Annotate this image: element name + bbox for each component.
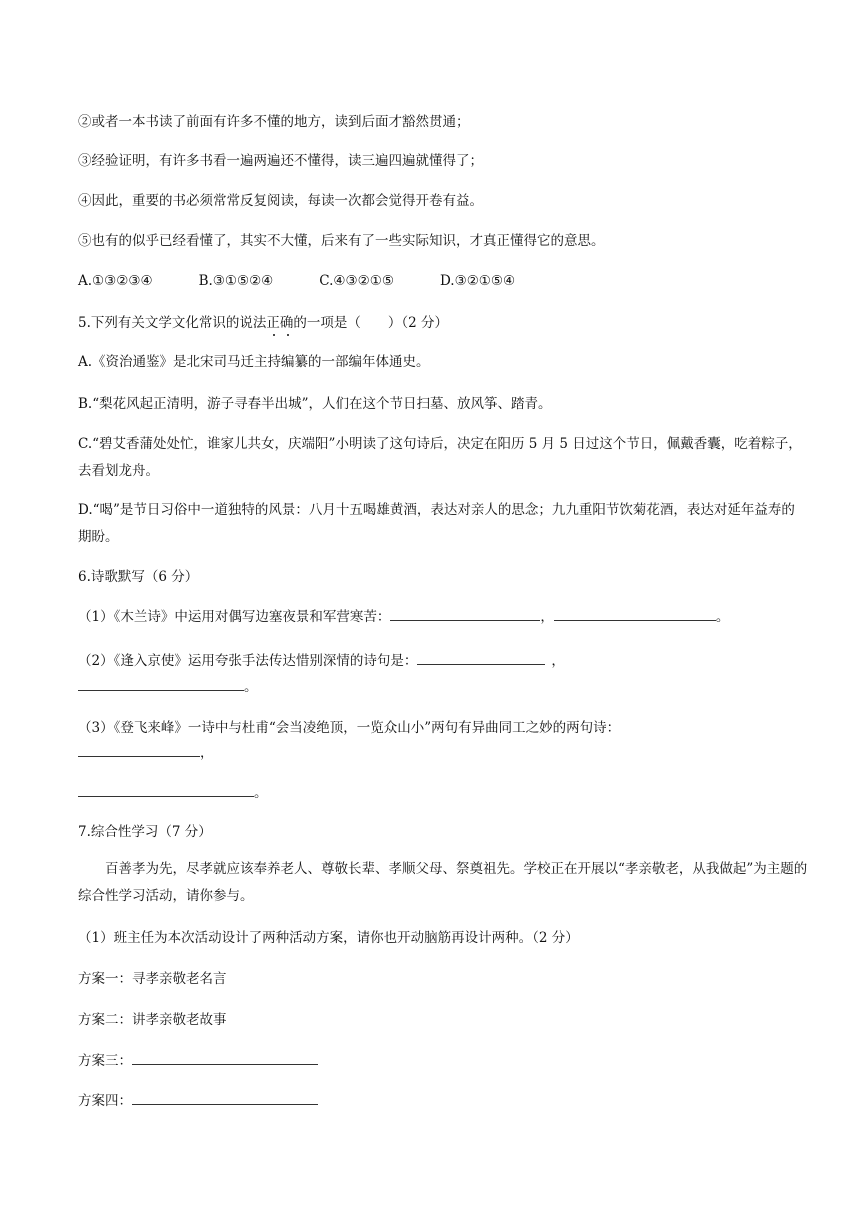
q6-part-1-blank-2[interactable] bbox=[554, 606, 716, 621]
q6-part-3-blank-1[interactable] bbox=[78, 742, 200, 757]
q4-item-5: ⑤也有的似乎已经看懂了，其实不大懂，后来有了一些实际知识，才真正懂得它的意思。 bbox=[78, 233, 605, 249]
q5-stem-emphasis-2: 确 bbox=[279, 315, 294, 331]
q5-option-a: A.《资治通鉴》是北宋司马迁主持编纂的一部编年体通史。 bbox=[78, 354, 430, 370]
q7-plan-3-label: 方案三： bbox=[78, 1053, 132, 1069]
q4-option-d: D.③②①⑤④ bbox=[439, 273, 516, 289]
q7-plan-2: 方案二：讲孝亲敬老故事 bbox=[78, 1012, 227, 1028]
q7-plan-4 bbox=[78, 1090, 808, 1111]
q4-option-c: C.④③②①⑤ bbox=[319, 273, 394, 289]
q6-title: 6.诗歌默写（6 分） bbox=[78, 569, 199, 585]
q6-part-1 bbox=[78, 606, 808, 627]
q7-sub-1: （1）班主任为本次活动设计了两种活动方案，请你也开动脑筋再设计两种。（2 分） bbox=[78, 930, 579, 946]
q6-part-3-line-3 bbox=[78, 782, 808, 803]
q4-item-4: ④因此，重要的书必须常常反复阅读，每读一次都会觉得开卷有益。 bbox=[78, 193, 483, 209]
q6-part-1-prompt: （1）《木兰诗》中运用对偶写边塞夜景和军营寒苦： bbox=[78, 609, 391, 625]
q6-part-2-line-2 bbox=[78, 676, 808, 697]
q6-part-2-period: 。 bbox=[244, 679, 258, 695]
q4-option-b: B.③①⑤②④ bbox=[198, 273, 274, 289]
q5-stem-pre: 5.下列有关文学文化常识的说法 bbox=[78, 315, 267, 331]
q6-part-2-blank-2[interactable] bbox=[78, 676, 244, 691]
q6-part-3-blank-2[interactable] bbox=[78, 782, 254, 797]
q4-item-3: ③经验证明，有许多书看一遍两遍还不懂得，读三遍四遍就懂得了； bbox=[78, 153, 483, 169]
q6-part-2-comma: ， bbox=[551, 653, 565, 669]
q4-item-2: ②或者一本书读了前面有许多不懂的地方，读到后面才豁然贯通； bbox=[78, 114, 470, 130]
q6-part-1-blank-1[interactable] bbox=[390, 606, 540, 621]
q7-intro: 百善孝为先，尽孝就应该奉养老人、尊敬长辈、孝顺父母、祭奠祖先。学校正在开展以“孝亲敬老，从我做起”为主题的综合性学习活动，请你参与。 bbox=[78, 861, 808, 904]
q6-part-1-period: 。 bbox=[715, 609, 730, 625]
q5-stem-post: 的一项是（ ）（2 分） bbox=[293, 315, 449, 331]
q5-option-c: C.“碧艾香蒲处处忙，谁家儿共女，庆端阳”小明读了这句诗后，决定在阳历 5 月 5 日过这个节日，佩戴香囊，吃着粽子，去看划龙舟。 bbox=[78, 436, 802, 479]
q4-options bbox=[78, 271, 808, 291]
q7-plan-1: 方案一：寻孝亲敬老名言 bbox=[78, 971, 227, 987]
q5-option-d: D.“喝”是节日习俗中一道独特的风景：八月十五喝雄黄酒，表达对亲人的思念；九九重阳节饮菊花酒，表达对延年益寿的期盼。 bbox=[78, 502, 795, 545]
q5-stem bbox=[78, 313, 808, 333]
q6-part-3-prompt: （3）《登飞来峰》一诗中与杜甫“会当凌绝顶，一览众山小”两句有异曲同工之妙的两句诗： bbox=[78, 720, 621, 736]
q7-plan-3-blank[interactable] bbox=[132, 1050, 318, 1065]
q7-plan-3 bbox=[78, 1050, 808, 1071]
q7-title: 7.综合性学习（7 分） bbox=[78, 824, 212, 840]
q6-part-3-comma: ， bbox=[200, 745, 214, 761]
q6-part-2-prompt: （2）《逢入京使》运用夸张手法传达惜别深情的诗句是： bbox=[78, 653, 418, 669]
q5-stem-emphasis-1: 正 bbox=[266, 315, 280, 331]
q6-part-3-line-2 bbox=[78, 742, 808, 763]
q7-plan-4-label: 方案四： bbox=[78, 1093, 132, 1109]
q5-option-b: B.“梨花风起正清明，游子寻春半出城”，人们在这个节日扫墓、放风筝、踏青。 bbox=[78, 396, 552, 412]
q7-plan-4-blank[interactable] bbox=[132, 1090, 318, 1105]
q6-part-1-comma: ， bbox=[540, 609, 554, 625]
q6-part-2-blank-1[interactable] bbox=[417, 650, 545, 665]
q4-option-a: A.①③②③④ bbox=[78, 273, 153, 289]
q6-part-2 bbox=[78, 650, 808, 671]
q6-part-3-period: 。 bbox=[254, 785, 268, 801]
